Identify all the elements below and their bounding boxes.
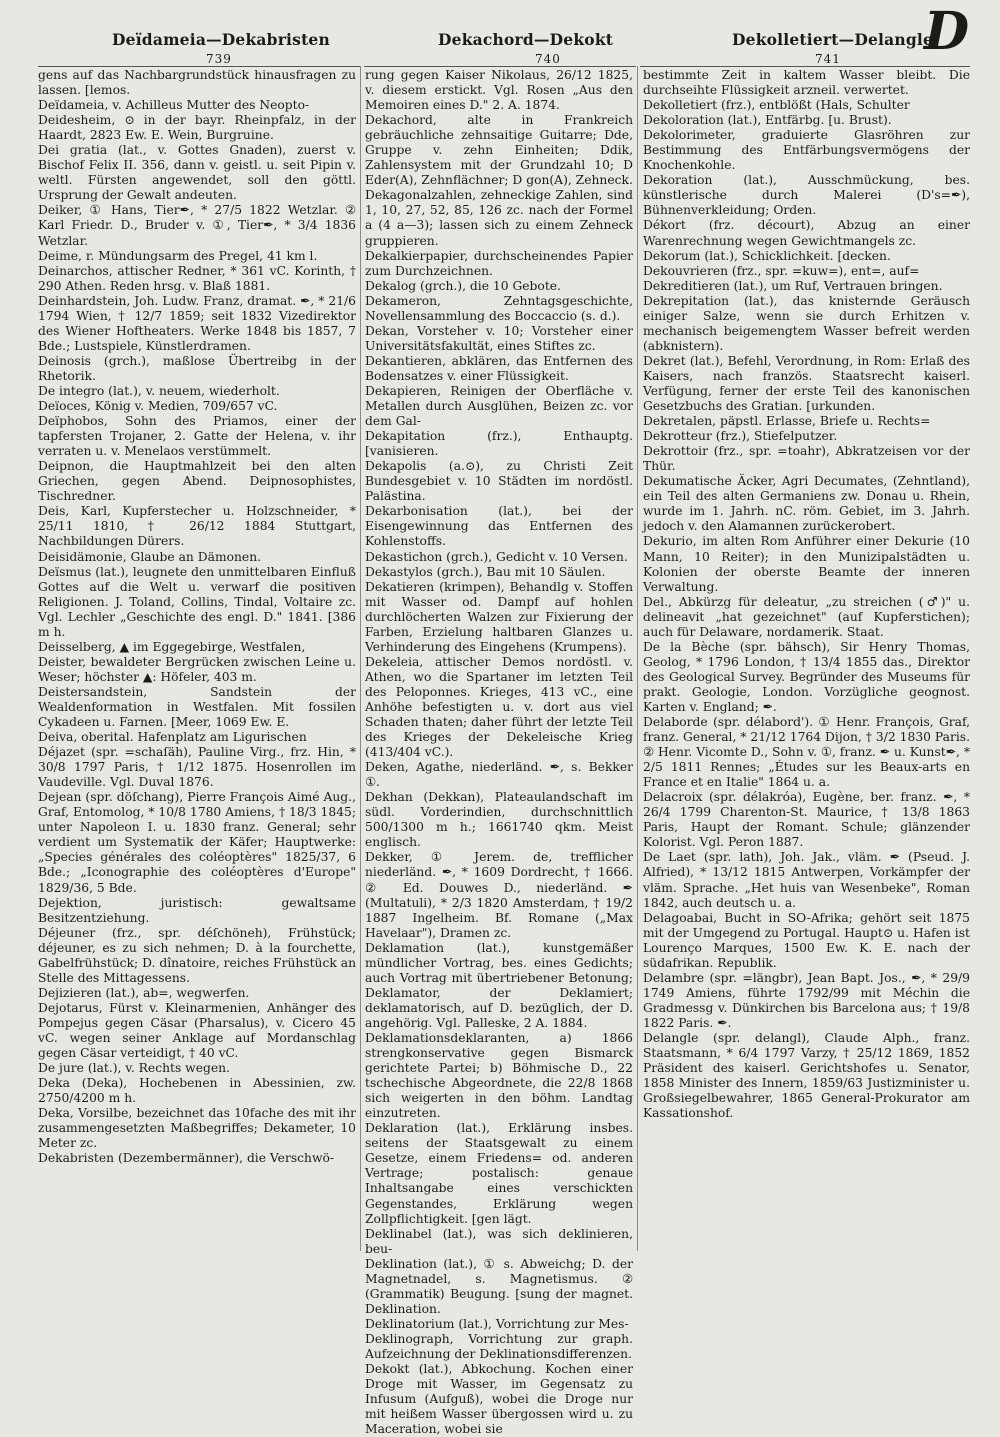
dictionary-entry: Dekabristen (Dezembermänner), die Verschwö- (38, 1151, 335, 1166)
dictionary-entry: Deiker, ① Hans, Tier✒, * 27/5 1822 Wetzlar. ② Karl Friedr. D., Bruder v. ①, Tier✒, * 3/4 1836 Wetzlar. (38, 203, 356, 248)
dictionary-entry: Deka (Deka), Hochebenen in Abessinien, zw. 2750/4200 m h. (38, 1076, 356, 1106)
header-rule-right (640, 66, 970, 67)
dictionary-entry: Dejizieren (lat.), ab=, wegwerfen. (38, 985, 250, 1000)
column-number-center: 740 (535, 52, 561, 66)
column-divider (637, 66, 638, 1251)
dictionary-entry: Deklination (lat.), ① s. Abweichg; D. der Magnetnadel, s. Magnetismus. ② (Grammatik) Beugung. [sung der magnet. Deklination. (365, 1256, 633, 1316)
running-head-center: Dekachord—Dekokt (438, 30, 614, 49)
dictionary-entry: Dekumatische Äcker, Agri Decumates, (Zehntland), ein Teil des alten Germaniens zw. Donau u. Rhein, wurde im 1. Jahrh. nC. röm. Gebiet, im 3. Jahrh. jedoch v. den Alamannen zurückerobert. (643, 474, 970, 534)
dictionary-entry: Dekan, Vorsteher v. 10; Vorsteher einer Universitätsfakultät, eines Stiftes zc. (365, 323, 633, 353)
dictionary-entry: rung gegen Kaiser Nikolaus, 26/12 1825, v. diesem erstickt. Vgl. Rosen „Aus den Memoiren eines D." 2. A. 1874. (365, 68, 633, 113)
dictionary-entry: Delagoabai, Bucht in SO-Afrika; gehört seit 1875 mit der Umgegend zu Portugal. Haupt⊙ u. Hafen ist Lourenço Marques, 1500 Ew. K. E. nach der südafrikan. Republik. (643, 910, 970, 970)
dictionary-entry: Dekrottoir (frz., spr. =toahr), Abkratzeisen vor der Thür. (643, 444, 970, 474)
dictionary-entry: Dekastylos (grch.), Bau mit 10 Säulen. (365, 564, 606, 579)
dictionary-entry: Dekolorimeter, graduierte Glasröhren zur Bestimmung des Entfärbungsvermögens der Knochenkohle. (643, 128, 970, 173)
dictionary-entry: Delambre (spr. =längbr), Jean Bapt. Jos., ✒, * 29/9 1749 Amiens, führte 1792/99 mit Méchin die Gradmessg v. Dünkirchen bis Barcelona aus; † 19/8 1822 Paris. ✒. (643, 970, 970, 1030)
dictionary-entry: Deïoces, König v. Medien, 709/657 vC. (38, 399, 278, 414)
dictionary-entry: Dekrepitation (lat.), das knisternde Geräusch einiger Salze, wenn sie durch Erhitzen v. mechanisch beigemengtem Wasser befreit werden (abknistern). (643, 293, 970, 353)
dictionary-entry: Deklinograph, Vorrichtung zur graph. Aufzeichnung der Deklinationsdifferenzen. (365, 1331, 633, 1361)
dictionary-entry: Deisselberg, ▲ im Eggegebirge, Westfalen, (38, 639, 306, 654)
dictionary-entry: Delaborde (spr. délabord'). ① Henr. François, Graf, franz. General, * 21/12 1764 Dijon, † 3/2 1830 Paris. ② Henr. Vicomte D., Sohn v. ①, franz. ✒ u. Kunst✒, * 2/5 1811 Rennes; „Études sur les Beaux-arts en France et en Italie" 1864 u. a. (643, 715, 970, 790)
column-number-left: 739 (206, 52, 232, 66)
dictionary-entry: Dekurio, im alten Rom Anführer einer Dekurie (10 Mann, 10 Reiter); in den Munizipalstädten u. Kolonien der oberste Beamte der inneren Verwaltung. (643, 534, 970, 594)
dictionary-entry: Dekalkierpapier, durchscheinendes Papier zum Durchzeichnen. (365, 248, 633, 278)
dictionary-entry: Dekokt (lat.), Abkochung. Kochen einer Droge mit Wasser, im Gegensatz zu Infusum (Aufguß), wobei die Droge nur mit heißem Wasser übergossen wird u. zu Maceration, wobei sie (365, 1362, 633, 1437)
dictionary-entry: Dekameron, Zehntagsgeschichte, Novellensammlung des Boccaccio (s. d.). (365, 293, 633, 323)
dictionary-entry: Deïsmus (lat.), leugnete den unmittelbaren Einfluß Gottes auf die Welt u. verwarf die positiven Religionen. J. Toland, Collins, Tindal, Voltaire zc. Vgl. Lechler „Geschichte des engl. D." 1841. [386 m h. (38, 564, 356, 639)
dictionary-entry: Dekreditieren (lat.), um Ruf, Vertrauen bringen. (643, 278, 943, 293)
dictionary-entry: Deisidämonie, Glaube an Dämonen. (38, 549, 262, 564)
dictionary-entry: Deister, bewaldeter Bergrücken zwischen Leine u. Weser; höchster ▲: Höfeler, 403 m. (38, 654, 356, 684)
dictionary-entry: Dekarbonisation (lat.), bei der Eisengewinnung das Entfernen des Kohlenstoffs. (365, 504, 633, 549)
dictionary-entry: Dejean (spr. döſchang), Pierre François Aimé Aug., Graf, Entomolog, * 10/8 1780 Amiens, † 18/3 1845; unter Napoleon I. u. 1830 franz. General; sehr verdient um Systematik der Käfer; Hauptwerke: „Species générales des coléoptères" 1825/37, 6 Bde.; „Iconographie des coléoptères d'Europe" 1829/36, 5 Bde. (38, 790, 356, 895)
dictionary-entry: Deklaration (lat.), Erklärung insbes. seitens der Staatsgewalt zu einem Gesetze, einem Friedens= od. anderen Vertrage; postalisch: genaue Inhaltsangabe eines verschickten Gegenstandes, Erklärung wegen Zollpflichtigkeit. [gen lägt. (365, 1121, 633, 1226)
dictionary-entry: De integro (lat.), v. neuem, wiederholt. (38, 383, 280, 398)
dictionary-entry: Dekeleia, attischer Demos nordöstl. v. Athen, wo die Spartaner im letzten Teil des Peloponnes. Krieges, 413 vC., eine Anhöhe befestigten u. v. dort aus viel Schaden thaten; daher führt der letzte Teil des Krieges der Dekeleische Krieg (413/404 vC.). (365, 654, 633, 760)
dictionary-entry: Deinhardstein, Joh. Ludw. Franz, dramat. ✒, * 21/6 1794 Wien, † 12/7 1859; seit 1832 Vizedirektor des Wiener Hoftheaters. Werke 1848 bis 1857, 7 Bde.; Lustspiele, Künstlerdramen. (38, 293, 356, 353)
dictionary-entry: Deistersandstein, Sandstein der Wealdenformation in Westfalen. Mit fossilen Cykadeen u. Farnen. [Meer, 1069 Ew. E. (38, 684, 356, 730)
dictionary-entry: Dekapolis (a.⊙), zu Christi Zeit Bundesgebiet v. 10 Städten im nordöstl. Palästina. (365, 459, 633, 504)
dictionary-entry: Del., Abkürzg für deleatur, „zu streichen (♂)" u. delineavit „hat gezeichnet" (auf Kupferstichen); auch für Delaware, nordamerik. Staat. (643, 594, 970, 639)
dictionary-entry: De jure (lat.), v. Rechts wegen. (38, 1061, 230, 1076)
dictionary-entry: Deipnon, die Hauptmahlzeit bei den alten Griechen, gegen Abend. Deipnosophistes, Tischredner. (38, 459, 356, 504)
dictionary-entry: Dei gratia (lat., v. Gottes Gnaden), zuerst v. Bischof Felix II. 356, dann v. geistl. u. seit Pipin v. weltl. Fürsten angewendet, soll den göttl. Ursprung der Gewalt andeuten. (38, 143, 356, 203)
dictionary-entry: Deklamationsdeklaranten, a) 1866 strengkonservative gegen Bismarck gerichtete Partei; b) Böhmische D., 22 tschechische Abgeordnete, die 22/8 1868 sich weigerten in den böhm. Landtag einzutreten. (365, 1031, 633, 1121)
column-center (365, 68, 633, 1437)
column-right (643, 68, 970, 1248)
dictionary-entry: Dekapieren, Reinigen der Oberfläche v. Metallen durch Ausglühen, Beizen zc. vor dem Gal- (365, 383, 633, 429)
dictionary-entry: Dejektion, juristisch: gewaltsame Besitzentziehung. (38, 895, 356, 925)
dictionary-entry: Dekastichon (grch.), Gedicht v. 10 Versen. (365, 549, 628, 564)
dictionary-entry: Dekouvrieren (frz., spr. =kuw=), ent=, auf= (643, 263, 920, 278)
dictionary-entry: bestimmte Zeit in kaltem Wasser bleibt. Die durchseihte Flüssigkeit arzneil. verwertet. (643, 68, 970, 98)
dictionary-entry: Delacroix (spr. délakróa), Eugène, ber. franz. ✒, * 26/4 1799 Charenton-St. Maurice, † 13/8 1863 Paris, Haupt der Romant. Schule; glänzender Kolorist. Vgl. Peron 1887. (643, 790, 970, 850)
dictionary-entry: Deken, Agathe, niederländ. ✒, s. Bekker ①. (365, 760, 633, 790)
dictionary-entry: De la Bèche (spr. bähsch), Sir Henry Thomas, Geolog, * 1796 London, † 13/4 1855 das., Direktor des Geological Survey. Begründer des Museums für prakt. Geologie, London. Vorzügliche geognost. Karten v. England; ✒. (643, 639, 970, 714)
dictionary-entry: Delangle (spr. delangl), Claude Alph., franz. Staatsmann, * 6/4 1797 Varzy, † 25/12 1869, 1852 Präsident des kaiserl. Gerichtshofes u. Senator, 1858 Minister des Innern, 1859/63 Justizminister u. Großsiegelbewahrer, 1865 General-Prokurator am Kassationshof. (643, 1031, 970, 1121)
dictionary-entry: Dekret (lat.), Befehl, Verordnung, in Rom: Erlaß des Kaisers, nach französ. Staatsrecht kaiserl. Verfügung, ferner der erste Teil des kanonischen Gesetzbuchs des Gratian. [urkunden. (643, 353, 970, 414)
column-number-right: 741 (815, 52, 841, 66)
dictionary-entry: Dekantieren, abklären, das Entfernen des Bodensatzes v. einer Flüssigkeit. (365, 353, 633, 383)
dictionary-entry: Dejotarus, Fürst v. Kleinarmenien, Anhänger des Pompejus gegen Cäsar (Pharsalus), v. Cicero 45 vC. wegen seiner Anklage auf Mordanschlag gegen Cäsar verteidigt, † 40 vC. (38, 1000, 356, 1061)
dictionary-entry: Deïphobos, Sohn des Priamos, einer der tapfersten Trojaner, 2. Gatte der Helena, v. ihr verraten u. v. Menelaos verstümmelt. (38, 414, 356, 459)
dictionary-entry: Dekhan (Dekkan), Plateaulandschaft im südl. Vorderindien, durchschnittlich 500/1300 m h.; 1661740 qkm. Meist englisch. (365, 790, 633, 850)
running-head-left: Deïdameia—Dekabristen (112, 30, 330, 49)
dictionary-entry: Deis, Karl, Kupferstecher u. Holzschneider, * 25/11 1810, † 26/12 1884 Stuttgart, Nachbildungen Dürers. (38, 504, 356, 549)
running-head-right: Dekolletiert—Delangle (732, 30, 934, 49)
column-left (38, 68, 356, 1248)
dictionary-entry: Deklamation (lat.), kunstgemäßer mündlicher Vortrag, bes. eines Gedichts; auch Vortrag mit übertriebener Betonung; Deklamator, der Deklamiert; deklamatorisch, auf D. bezüglich, der D. angehörig. Vgl. Palleske, 2 A. 1884. (365, 940, 633, 1030)
dictionary-entry: Déjazet (spr. =schaſäh), Pauline Virg., frz. Hin, * 30/8 1797 Paris, † 1/12 1875. Hosenrollen im Vaudeville. Vgl. Duval 1876. (38, 745, 356, 790)
dictionary-entry: Deinosis (grch.), maßlose Übertreibg in der Rhetorik. (38, 353, 356, 383)
dictionary-entry: Dekorum (lat.), Schicklichkeit. [decken. (643, 248, 891, 263)
dictionary-entry: Dekapitation (frz.), Enthauptg. [vanisieren. (365, 429, 633, 459)
dictionary-entry: Deïdameia, v. Achilleus Mutter des Neopto- (38, 98, 310, 113)
dictionary-entry: gens auf das Nachbargrundstück hinausfragen zu lassen. [lemos. (38, 68, 356, 98)
dictionary-entry: Dekrotteur (frz.), Stiefelputzer. (643, 429, 838, 444)
dictionary-entry: Dekagonalzahlen, zehneckige Zahlen, sind 1, 10, 27, 52, 85, 126 zc. nach der Formel a (4 a—3); lassen sich zu einem Zehneck gruppieren. (365, 188, 633, 248)
dictionary-entry: Dekachord, alte in Frankreich gebräuchliche zehnsaitige Guitarre; Dde, Gruppe v. zehn Einheiten; Ddik, Zahlensystem mit der Grundzahl 10; D Eder(A), Zehnflächner; D gon(A), Zehneck. (365, 113, 633, 188)
header-rule-center (364, 66, 636, 67)
dictionary-entry: Dekoration (lat.), Ausschmückung, bes. künstlerische durch Malerei (D's=✒), Bühnenverkleidung; Orden. (643, 173, 970, 218)
dictionary-entry: Dekretalen, päpstl. Erlasse, Briefe u. Rechts= (643, 414, 931, 429)
section-letter: D (924, 1, 970, 62)
dictionary-entry: Déjeuner (frz., spr. déſchöneh), Frühstück; déjeuner, es zu sich nehmen; D. à la fourchette, Gabelfrühstück; D. dînatoire, reiches Frühstück an Stelle des Mittagessens. (38, 925, 356, 985)
dictionary-entry: Dekatieren (krimpen), Behandlg v. Stoffen mit Wasser od. Dampf auf hohlen durchlöcherten Walzen zur Fixierung der Farben, Erzielung haltbaren Glanzes u. Verhinderung des Eingehens (Krumpens). (365, 579, 633, 654)
dictionary-entry: De Laet (spr. lath), Joh. Jak., vläm. ✒ (Pseud. J. Alfried), * 13/12 1815 Antwerpen, Vorkämpfer der vläm. Sprache. „Het huis van Wesenbeke", Roman 1842, auch deutsch u. a. (643, 850, 970, 910)
dictionary-entry: Deidesheim, ⊙ in der bayr. Rheinpfalz, in der Haardt, 2823 Ew. E. Wein, Burgruine. (38, 113, 356, 143)
dictionary-entry: Dekolletiert (frz.), entblößt (Hals, Schulter (643, 98, 910, 113)
dictionary-entry: Dekalog (grch.), die 10 Gebote. (365, 278, 561, 293)
dictionary-entry: Dékort (frz. décourt), Abzug an einer Warenrechnung wegen Gewichtmangels zc. (643, 218, 970, 248)
dictionary-entry: Deklinatorium (lat.), Vorrichtung zur Mes- (365, 1316, 629, 1331)
dictionary-entry: Deiva, oberital. Hafenplatz am Ligurischen (38, 730, 307, 745)
dictionary-entry: Deklinabel (lat.), was sich deklinieren, beu- (365, 1226, 633, 1256)
dictionary-entry: Deka, Vorsilbe, bezeichnet das 10fache des mit ihr zusammengesetzten Maßbegriffes; Dekameter, 10 Meter zc. (38, 1106, 356, 1151)
dictionary-entry: Deime, r. Mündungsarm des Pregel, 41 km l. (38, 248, 318, 263)
dictionary-entry: Dekoloration (lat.), Entfärbg. [u. Brust). (643, 113, 892, 128)
dictionary-entry: Deinarchos, attischer Redner, * 361 vC. Korinth, † 290 Athen. Reden hrsg. v. Blaß 1881. (38, 263, 356, 293)
header-rule-left (38, 66, 360, 67)
dictionary-entry: Dekker, ① Jerem. de, trefflicher niederländ. ✒, * 1609 Dordrecht, † 1666. ② Ed. Douwes D., niederländ. ✒ (Multatuli), * 2/3 1820 Amsterdam, † 19/2 1887 Ingelheim. Bf. Romane („Max Havelaar"), Dramen zc. (365, 850, 633, 940)
column-divider (360, 66, 361, 1251)
